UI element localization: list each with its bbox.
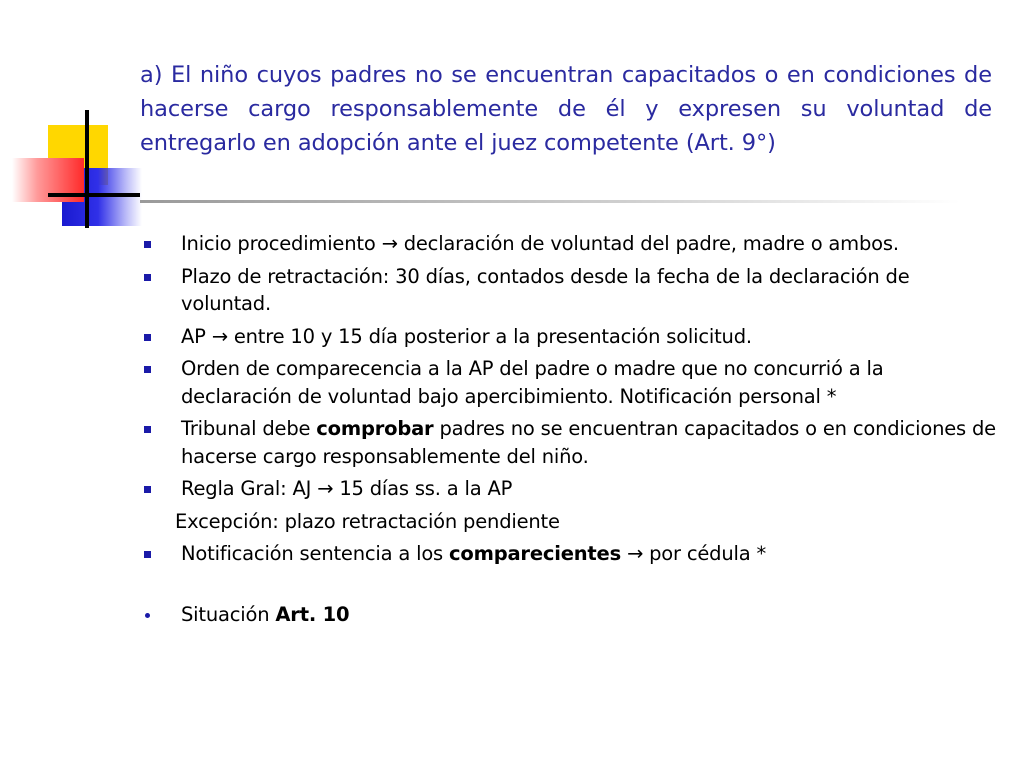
list-item: Plazo de retractación: 30 días, contados desde la fecha de la declaración de voluntad. [140,263,1000,318]
square-bullet-icon [144,551,151,558]
slide-title: a) El niño cuyos padres no se encuentran capacitados o en condiciones de hacerse cargo responsablemente de él y expresen su voluntad de entregarlo en adopción ante el juez competente (Art. 9°) [140,62,992,156]
arrow-icon: → [626,542,644,565]
decorative-squares-graphic [0,0,150,240]
vertical-line [85,110,89,228]
arrow-icon: → [211,324,228,348]
spacer [140,573,1000,601]
list-item: Inicio procedimiento → declaración de voluntad del padre, madre o ambos. [140,230,1000,258]
arrow-icon: → [381,232,398,255]
list-item: Tribunal debe comprobar padres no se encuentran capacitados o en condiciones de hacerse cargo responsablemente del niño. [140,415,1000,470]
horizontal-line [48,193,140,197]
square-bullet-icon [144,486,151,493]
list-item: AP → entre 10 y 15 día posterior a la presentación solicitud. [140,323,1000,351]
square-bullet-icon [144,426,151,433]
arrow-icon: → [317,477,334,500]
square-bullet-icon [144,274,151,281]
square-bullet-icon [144,366,151,373]
list-item: Situación Art. 10 [140,601,1000,629]
round-bullet-icon [145,613,150,618]
list-item: Notificación sentencia a los comparecientes → por cédula * [140,540,1000,568]
exception-note: Excepción: plazo retractación pendiente [175,509,560,533]
bullet-list [140,230,1000,633]
list-item: Regla Gral: AJ → 15 días ss. a la AP [140,475,1000,503]
square-bullet-icon [144,334,151,341]
title-divider [140,200,960,203]
list-item: Orden de comparecencia a la AP del padre o madre que no concurrió a la declaración de voluntad bajo apercibimiento. Notificación personal * [140,355,1000,410]
square-bullet-icon [144,241,151,248]
